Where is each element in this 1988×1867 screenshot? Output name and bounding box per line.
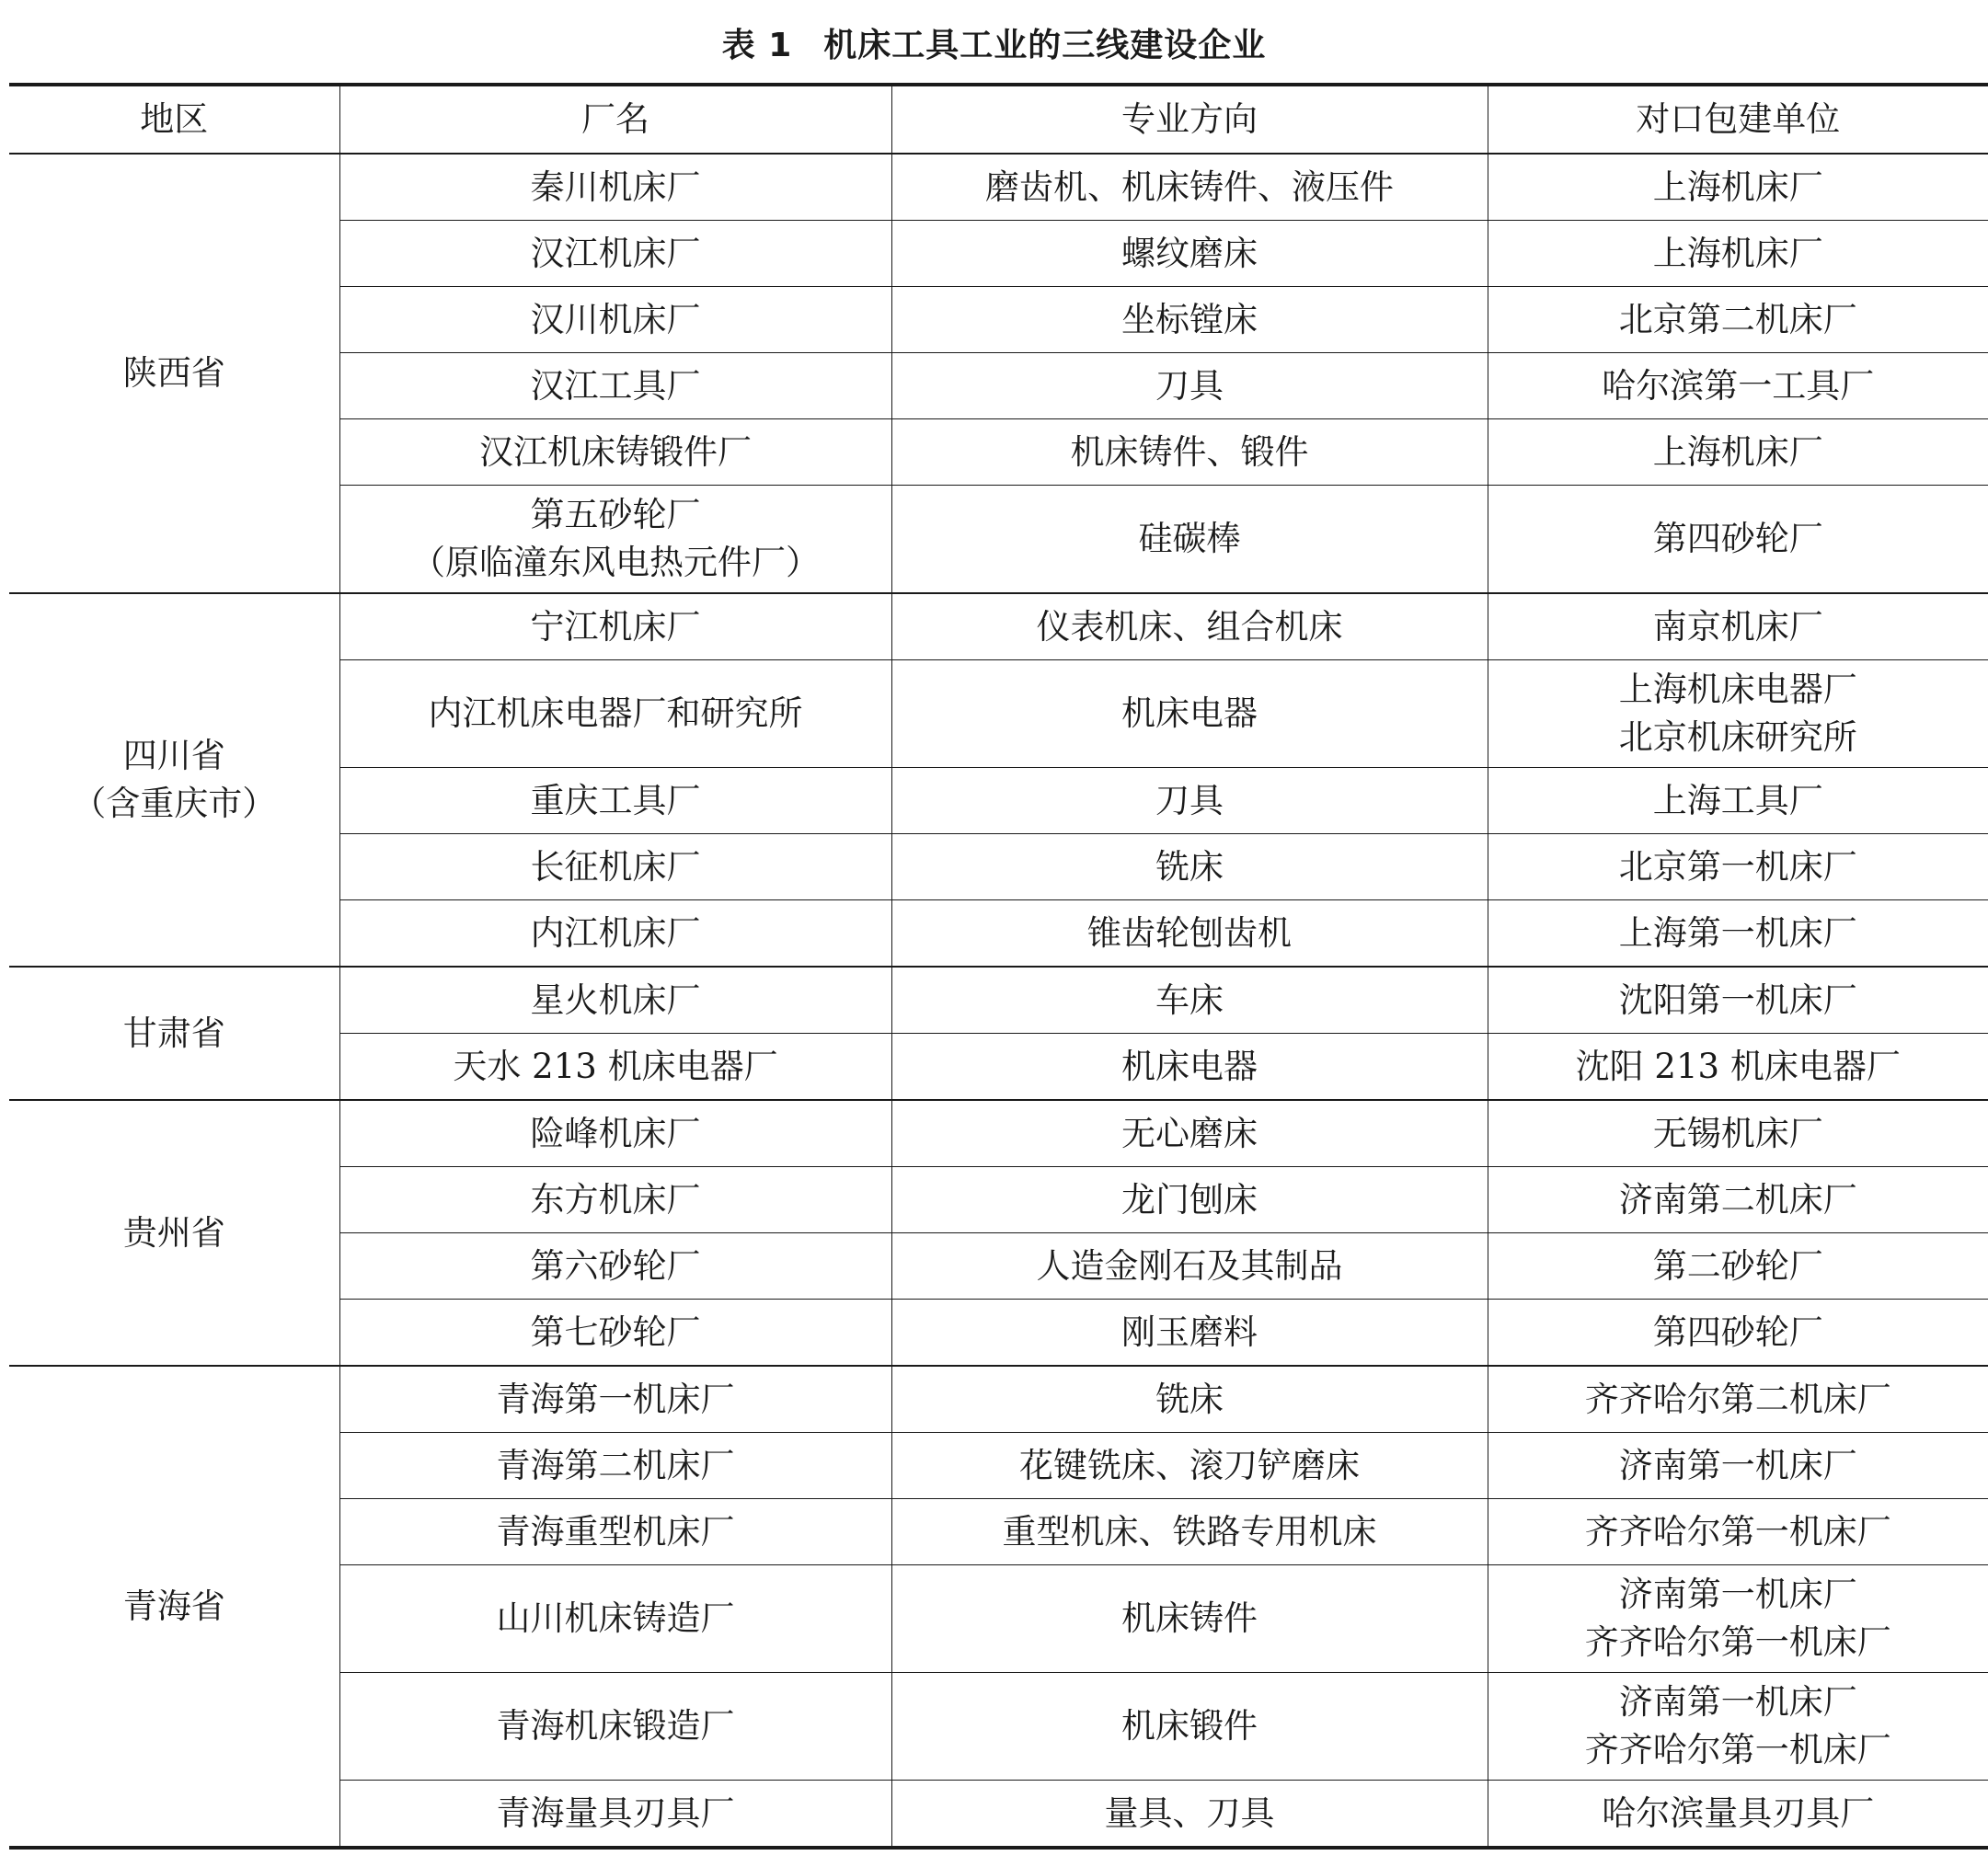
partner-text: 济南第一机床厂 [1618, 1682, 1857, 1722]
partner-cell [1488, 1433, 1988, 1499]
partner-text: 齐齐哈尔第一机床厂 [1584, 1622, 1891, 1662]
partner-text: 北京第二机床厂 [1618, 299, 1857, 339]
factory-text: 重庆工具厂 [530, 780, 701, 820]
partner-cell [1488, 154, 1988, 221]
factory-cell [339, 967, 891, 1034]
specialty-cell [891, 1034, 1488, 1101]
factory-text: 青海机床锻造厂 [496, 1706, 735, 1746]
partner-text: 北京机床研究所 [1618, 717, 1857, 757]
factory-text: 内江机床厂 [530, 912, 701, 953]
specialty-cell [891, 1499, 1488, 1565]
partner-text: 沈阳第一机床厂 [1618, 979, 1857, 1020]
specialty-text: 机床电器 [1121, 1046, 1258, 1086]
partner-text: 第四砂轮厂 [1652, 1311, 1823, 1352]
partner-text: 上海机床电器厂 [1618, 670, 1857, 709]
specialty-text: 重型机床、铁路专用机床 [1002, 1511, 1377, 1552]
specialty-cell [891, 1100, 1488, 1167]
region-cell [9, 154, 339, 593]
header-partner: 对口包建单位 [1488, 85, 1988, 154]
factory-cell [339, 768, 891, 834]
partner-cell [1488, 768, 1988, 834]
factory-text: 宁江机床厂 [530, 606, 701, 647]
specialty-text: 机床铸件 [1121, 1598, 1258, 1638]
partner-text: 上海第一机床厂 [1618, 912, 1857, 953]
specialty-cell [891, 1233, 1488, 1300]
region-name: 陕西省 [122, 353, 225, 393]
specialty-text: 量具、刀具 [1104, 1793, 1275, 1833]
factory-cell [339, 1167, 891, 1233]
partner-cell [1488, 1034, 1988, 1101]
specialty-text: 铣床 [1155, 1379, 1224, 1419]
region-cell [9, 1366, 339, 1848]
table-row [9, 1366, 1988, 1433]
factory-text: 青海重型机床厂 [496, 1511, 735, 1552]
partner-cell [1488, 593, 1988, 660]
region-name: 青海省 [122, 1586, 225, 1626]
partner-cell [1488, 1673, 1988, 1781]
factory-text: （原临潼东风电热元件厂） [411, 543, 820, 582]
factory-text: 山川机床铸造厂 [496, 1598, 735, 1638]
specialty-text: 车床 [1155, 979, 1224, 1020]
partner-text: 北京第一机床厂 [1618, 846, 1857, 887]
specialty-text: 仪表机床、组合机床 [1036, 606, 1343, 647]
partner-text: 沈阳 213 机床电器厂 [1575, 1046, 1901, 1086]
specialty-text: 无心磨床 [1121, 1113, 1258, 1153]
partner-text: 无锡机床厂 [1652, 1113, 1823, 1153]
factory-text: 青海第二机床厂 [496, 1445, 735, 1485]
factory-text: 第五砂轮厂 [530, 495, 701, 534]
specialty-text: 花键铣床、滚刀铲磨床 [1019, 1445, 1360, 1485]
factory-text: 汉川机床厂 [530, 299, 701, 339]
partner-text: 济南第一机床厂 [1618, 1445, 1857, 1485]
factory-cell [339, 1781, 891, 1849]
partner-cell [1488, 353, 1988, 419]
region-note: （含重庆市） [72, 784, 277, 823]
factory-text: 汉江机床铸锻件厂 [479, 431, 752, 472]
specialty-cell [891, 593, 1488, 660]
specialty-text: 机床铸件、锻件 [1070, 431, 1309, 472]
specialty-text: 龙门刨床 [1121, 1179, 1258, 1220]
factory-text: 第七砂轮厂 [530, 1311, 701, 1352]
factory-text: 星火机床厂 [530, 979, 701, 1020]
table-number: 表 1 [721, 27, 793, 64]
factory-cell [339, 1673, 891, 1781]
specialty-cell [891, 287, 1488, 353]
partner-text: 第二砂轮厂 [1652, 1245, 1823, 1286]
partner-text: 齐齐哈尔第一机床厂 [1584, 1511, 1891, 1552]
region-name: 四川省 [122, 736, 225, 775]
specialty-cell [891, 1565, 1488, 1673]
factory-cell [339, 834, 891, 900]
factory-cell [339, 486, 891, 594]
table-row [9, 967, 1988, 1034]
table-title [0, 20, 1988, 72]
partner-cell [1488, 1167, 1988, 1233]
factory-cell [339, 1433, 891, 1499]
factory-cell [339, 1100, 891, 1167]
specialty-cell [891, 154, 1488, 221]
specialty-cell [891, 486, 1488, 594]
factory-text: 汉江机床厂 [530, 233, 701, 273]
factory-cell [339, 660, 891, 768]
factory-text: 天水 213 机床电器厂 [453, 1046, 778, 1086]
specialty-cell [891, 1366, 1488, 1433]
partner-text: 齐齐哈尔第二机床厂 [1584, 1379, 1891, 1419]
table-caption: 机床工具工业的三线建设企业 [823, 27, 1267, 64]
header-row [9, 85, 1988, 154]
partner-cell [1488, 486, 1988, 594]
specialty-cell [891, 1673, 1488, 1781]
partner-cell [1488, 419, 1988, 486]
partner-text: 济南第一机床厂 [1618, 1575, 1857, 1614]
partner-cell [1488, 1100, 1988, 1167]
factory-text: 内江机床电器厂和研究所 [428, 693, 803, 733]
specialty-text: 机床电器 [1121, 693, 1258, 733]
partner-cell [1488, 1565, 1988, 1673]
specialty-cell [891, 967, 1488, 1034]
specialty-text: 锥齿轮刨齿机 [1087, 912, 1292, 953]
table-row [9, 154, 1988, 221]
factory-cell [339, 287, 891, 353]
specialty-cell [891, 1781, 1488, 1849]
partner-cell [1488, 1366, 1988, 1433]
factory-text: 青海量具刃具厂 [496, 1793, 735, 1833]
factory-cell [339, 900, 891, 968]
factory-text: 青海第一机床厂 [496, 1379, 735, 1419]
factory-text: 险峰机床厂 [530, 1113, 701, 1153]
partner-cell [1488, 1781, 1988, 1849]
factory-text: 长征机床厂 [530, 846, 701, 887]
specialty-cell [891, 660, 1488, 768]
factory-text: 秦川机床厂 [530, 166, 701, 207]
header-factory: 厂名 [339, 85, 891, 154]
region-cell [9, 593, 339, 967]
factory-cell [339, 419, 891, 486]
region-cell [9, 1100, 339, 1366]
enterprise-table [9, 83, 1988, 1850]
factory-cell [339, 1034, 891, 1101]
region-cell [9, 967, 339, 1100]
factory-cell [339, 221, 891, 287]
partner-text: 济南第二机床厂 [1618, 1179, 1857, 1220]
specialty-text: 刀具 [1155, 780, 1224, 820]
header-region: 地区 [140, 99, 209, 139]
factory-cell [339, 1499, 891, 1565]
specialty-cell [891, 1300, 1488, 1367]
factory-cell [339, 154, 891, 221]
specialty-cell [891, 419, 1488, 486]
partner-text: 上海机床厂 [1652, 431, 1823, 472]
partner-text: 上海工具厂 [1652, 780, 1823, 820]
factory-cell [339, 1233, 891, 1300]
specialty-text: 机床锻件 [1121, 1706, 1258, 1746]
header-specialty: 专业方向 [891, 85, 1488, 154]
specialty-text: 刀具 [1155, 365, 1224, 406]
factory-cell [339, 593, 891, 660]
specialty-cell [891, 353, 1488, 419]
region-name: 甘肃省 [122, 1013, 225, 1053]
table-body [9, 154, 1988, 1848]
specialty-cell [891, 768, 1488, 834]
region-name: 贵州省 [122, 1212, 225, 1253]
partner-cell [1488, 967, 1988, 1034]
partner-cell [1488, 287, 1988, 353]
specialty-cell [891, 1167, 1488, 1233]
factory-text: 第六砂轮厂 [530, 1245, 701, 1286]
partner-text: 上海机床厂 [1652, 166, 1823, 207]
partner-cell [1488, 221, 1988, 287]
partner-cell [1488, 1233, 1988, 1300]
specialty-text: 硅碳棒 [1138, 519, 1241, 558]
partner-cell [1488, 660, 1988, 768]
factory-cell [339, 1565, 891, 1673]
specialty-text: 磨齿机、机床铸件、液压件 [985, 166, 1394, 207]
partner-cell [1488, 1499, 1988, 1565]
table-row [9, 1100, 1988, 1167]
specialty-cell [891, 1433, 1488, 1499]
factory-cell [339, 353, 891, 419]
partner-cell [1488, 834, 1988, 900]
partner-cell [1488, 900, 1988, 968]
factory-cell [339, 1300, 891, 1367]
table-row [9, 593, 1988, 660]
partner-text: 南京机床厂 [1652, 606, 1823, 647]
specialty-text: 坐标镗床 [1121, 299, 1258, 339]
table-header [9, 85, 1988, 154]
specialty-text: 人造金刚石及其制品 [1036, 1245, 1343, 1286]
specialty-text: 铣床 [1155, 846, 1224, 887]
partner-text: 第四砂轮厂 [1652, 519, 1823, 558]
specialty-cell [891, 900, 1488, 968]
specialty-cell [891, 221, 1488, 287]
partner-text: 齐齐哈尔第一机床厂 [1584, 1730, 1891, 1770]
specialty-text: 刚玉磨料 [1121, 1311, 1258, 1352]
factory-text: 东方机床厂 [530, 1179, 701, 1220]
factory-text: 汉江工具厂 [530, 365, 701, 406]
factory-cell [339, 1366, 891, 1433]
partner-text: 哈尔滨第一工具厂 [1602, 365, 1875, 406]
partner-text: 上海机床厂 [1652, 233, 1823, 273]
partner-cell [1488, 1300, 1988, 1367]
specialty-cell [891, 834, 1488, 900]
specialty-text: 螺纹磨床 [1121, 233, 1258, 273]
partner-text: 哈尔滨量具刃具厂 [1602, 1793, 1875, 1833]
